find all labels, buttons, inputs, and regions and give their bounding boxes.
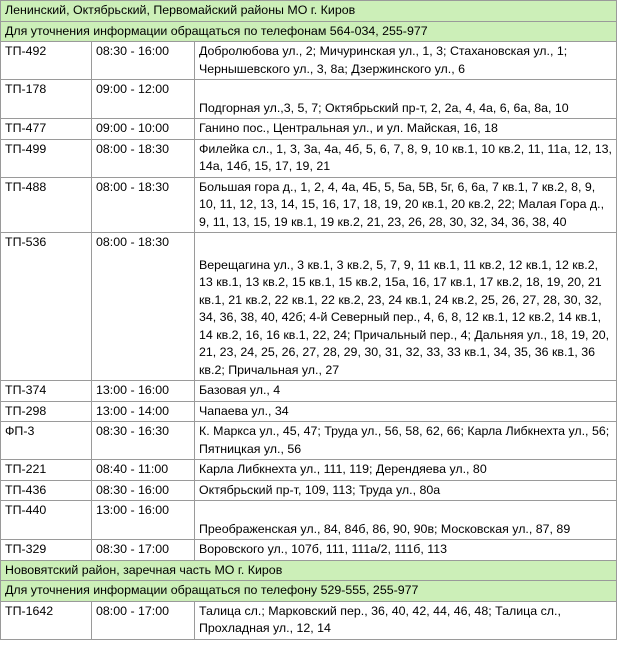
time-cell: 13:00 - 14:00 bbox=[92, 401, 195, 422]
table-row bbox=[1, 501, 617, 540]
address-cell: Верещагина ул., 3 кв.1, 3 кв.2, 5, 7, 9, 11 кв.1, 11 кв.2, 12 кв.1, 12 кв.2, 13 кв.1, 13 кв.2, 15 кв.1, 15 кв.2, 15а, 16, 17 кв.1, 17 кв.2, 18, 19, 20, 21 кв.1, 21 кв.2, 22 кв.1, 22 кв.2, 23, 24 кв.1, 24 кв.2, 25, 26, 27, 28, 30, 32, 34, 36, 38, 40, 42б; 4-й Северный пер., 4, 6, 8, 12 кв.1, 12 кв.2, 14 кв.1, 14 кв.2, 16, 16 кв.1, 22, 24; Причальный пер., 4; Дальняя ул., 18, 19, 20, 21, 23, 24, 25, 26, 27, 28, 29, 30, 31, 32, 33, 33 кв.1, 34, 35, 36 кв.1, 36 кв.2; Причальная ул., 27 bbox=[195, 233, 617, 381]
time-cell: 08:30 - 16:30 bbox=[92, 422, 195, 460]
substation-cell: ТП-536 bbox=[1, 233, 92, 381]
substation-cell: ТП-499 bbox=[1, 139, 92, 177]
address-cell: Ганино пос., Центральная ул., и ул. Майская, 16, 18 bbox=[195, 119, 617, 140]
time-cell: 08:00 - 17:00 bbox=[92, 601, 195, 639]
time-cell: 08:00 - 18:30 bbox=[92, 177, 195, 233]
address-cell: Добролюбова ул., 2; Мичуринская ул., 1, 3; Стахановская ул., 1; Чернышевского ул., 3, 8а; Дзержинского ул., 6 bbox=[195, 42, 617, 80]
table-row bbox=[1, 401, 617, 422]
address-cell: Большая гора д., 1, 2, 4, 4а, 4Б, 5, 5а, 5В, 5г, 6, 6а, 7 кв.1, 7 кв.2, 8, 9, 10, 11, 12, 13, 14, 15, 16, 17, 18, 19, 20 кв.1, 20 кв.2, 22; Малая Гора д., 9, 11, 13, 15, 19 кв.1, 19 кв.2, 21, 23, 26, 28, 30, 32, 34, 36, 38, 40 bbox=[195, 177, 617, 233]
section-header-row bbox=[1, 1, 617, 22]
time-cell: 08:30 - 16:00 bbox=[92, 42, 195, 80]
address-cell: Чапаева ул., 34 bbox=[195, 401, 617, 422]
table-row bbox=[1, 422, 617, 460]
substation-cell: ФП-3 bbox=[1, 422, 92, 460]
table-row bbox=[1, 177, 617, 233]
time-cell: 08:00 - 18:30 bbox=[92, 139, 195, 177]
address-cell: Базовая ул., 4 bbox=[195, 381, 617, 402]
address-cell: Карла Либкнехта ул., 111, 119; Дерендяева ул., 80 bbox=[195, 460, 617, 481]
substation-cell: ТП-1642 bbox=[1, 601, 92, 639]
table-row bbox=[1, 601, 617, 639]
table-row bbox=[1, 540, 617, 561]
substation-cell: ТП-440 bbox=[1, 501, 92, 540]
substation-cell: ТП-178 bbox=[1, 80, 92, 119]
time-cell: 09:00 - 12:00 bbox=[92, 80, 195, 119]
contact-info: Для уточнения информации обращаться по телефону 529-555, 255-977 bbox=[1, 581, 617, 602]
address-cell: Филейка сл., 1, 3, 3а, 4а, 4б, 5, 6, 7, 8, 9, 10 кв.1, 10 кв.2, 11, 11а, 12, 13, 14а, 14б, 15, 17, 19, 21 bbox=[195, 139, 617, 177]
substation-cell: ТП-298 bbox=[1, 401, 92, 422]
table-row bbox=[1, 119, 617, 140]
time-cell: 13:00 - 16:00 bbox=[92, 381, 195, 402]
time-cell: 08:00 - 18:30 bbox=[92, 233, 195, 381]
address-cell: Воровского ул., 107б, 111, 111а/2, 111б, 113 bbox=[195, 540, 617, 561]
table-row bbox=[1, 80, 617, 119]
table-row bbox=[1, 42, 617, 80]
time-cell: 09:00 - 10:00 bbox=[92, 119, 195, 140]
address-cell: Подгорная ул.,3, 5, 7; Октябрьский пр-т, 2, 2а, 4, 4а, 6, 6а, 8а, 10 bbox=[195, 80, 617, 119]
table-row bbox=[1, 480, 617, 501]
table-row bbox=[1, 139, 617, 177]
substation-cell: ТП-488 bbox=[1, 177, 92, 233]
substation-cell: ТП-221 bbox=[1, 460, 92, 481]
contact-info: Для уточнения информации обращаться по телефонам 564-034, 255-977 bbox=[1, 21, 617, 42]
substation-cell: ТП-329 bbox=[1, 540, 92, 561]
address-cell: Преображенская ул., 84, 84б, 86, 90, 90в; Московская ул., 87, 89 bbox=[195, 501, 617, 540]
area-title: Нововятский район, заречная часть МО г. Киров bbox=[1, 560, 617, 581]
section-header-row bbox=[1, 560, 617, 581]
substation-cell: ТП-477 bbox=[1, 119, 92, 140]
address-cell: Октябрьский пр-т, 109, 113; Труда ул., 80а bbox=[195, 480, 617, 501]
area-title: Ленинский, Октябрьский, Первомайский районы МО г. Киров bbox=[1, 1, 617, 22]
substation-cell: ТП-436 bbox=[1, 480, 92, 501]
table-row bbox=[1, 233, 617, 381]
time-cell: 08:30 - 17:00 bbox=[92, 540, 195, 561]
address-cell: Талица сл.; Марковский пер., 36, 40, 42, 44, 46, 48; Талица сл., Прохладная ул., 12, 14 bbox=[195, 601, 617, 639]
table-row bbox=[1, 460, 617, 481]
address-cell: К. Маркса ул., 45, 47; Труда ул., 56, 58, 62, 66; Карла Либкнехта ул., 56; Пятницкая ул., 56 bbox=[195, 422, 617, 460]
substation-cell: ТП-374 bbox=[1, 381, 92, 402]
substation-cell: ТП-492 bbox=[1, 42, 92, 80]
section-contact-row bbox=[1, 21, 617, 42]
time-cell: 08:40 - 11:00 bbox=[92, 460, 195, 481]
time-cell: 08:30 - 16:00 bbox=[92, 480, 195, 501]
table-row bbox=[1, 381, 617, 402]
time-cell: 13:00 - 16:00 bbox=[92, 501, 195, 540]
section-contact-row bbox=[1, 581, 617, 602]
